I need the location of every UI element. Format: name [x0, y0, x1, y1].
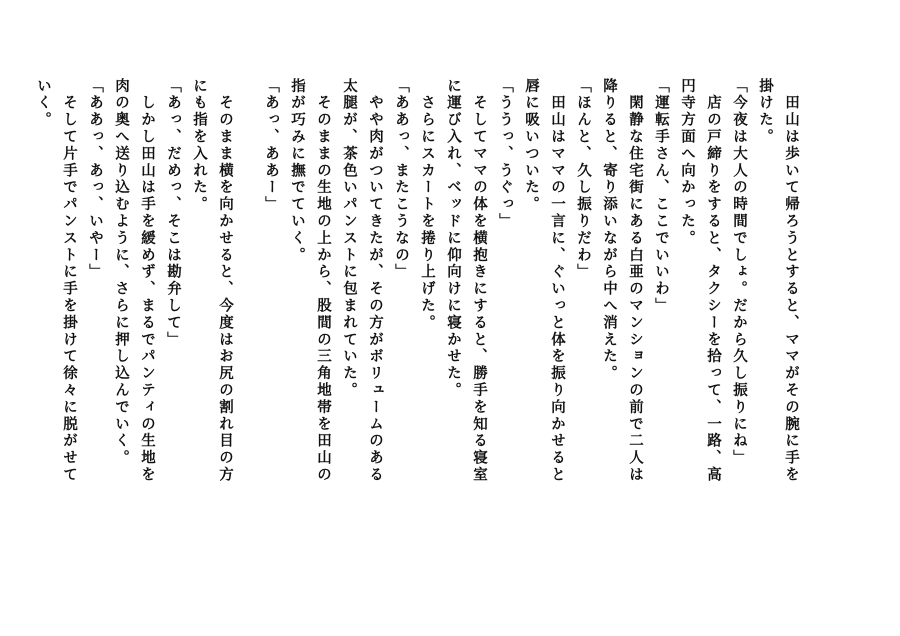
text-line: そしてママの体を横抱きにすると、勝手を知る寝室 [471, 78, 487, 484]
text-line: にも指を入れた。 [191, 78, 207, 214]
text-line: 「あっ、だめっ、そこは勘弁して」 [165, 78, 181, 349]
section-break [238, 78, 258, 568]
text-line: に運び入れ、ベッドに仰向けに寝かせた。 [445, 78, 461, 400]
text-line: 指が巧みに撫でていく。 [289, 78, 305, 264]
text-line: 円寺方面へ向かった。 [679, 78, 695, 247]
text-line: 「ううっ、うぐっ」 [497, 78, 513, 231]
text-line: 肉の奥へ送り込むように、さらに押し込んでいく。 [113, 78, 129, 467]
text-line: そして片手でパンストに手を掛けて徐々に脱がせて [61, 78, 77, 484]
text-line: 降りると、寄り添いながら中へ消えた。 [601, 78, 617, 383]
text-line: そのまま横を向かせると、今度はお尻の割れ目の方 [217, 78, 233, 484]
text-line: いく。 [35, 78, 51, 129]
text-line: 田山はママの一言に、ぐいっと体を振り向かせると [549, 78, 565, 484]
text-line: 「今夜は大人の時間でしょ。だから久し振りにね」 [731, 78, 747, 467]
text-line: 掛けた。 [757, 78, 773, 146]
text-line: 「ああっ、またこうなの」 [393, 78, 409, 281]
text-line: やや肉がついてきたが、その方がボリュームのある [367, 78, 383, 484]
text-line: 閑静な住宅街にある白亜のマンションの前で二人は [627, 78, 643, 484]
text-line: そのままの生地の上から、股間の三角地帯を田山の [315, 78, 331, 484]
text-line: 「運転手さん、ここでいいわ」 [653, 78, 669, 315]
vertical-text-body [30, 78, 804, 568]
text-line: 唇に吸いついた。 [523, 78, 539, 214]
text-line: 「ほんと、久し振りだわ」 [575, 78, 591, 281]
text-line: 店の戸締りをすると、タクシーを拾って、一路、高 [705, 78, 721, 484]
text-line: さらにスカートを捲り上げた。 [419, 78, 435, 332]
text-line: しかし田山は手を緩めず、まるでパンティの生地を [139, 78, 155, 484]
text-line: 田山は歩いて帰ろうとすると、ママがその腕に手を [783, 78, 799, 484]
text-line: 「ああっ、あっ、いやー」 [87, 78, 103, 281]
text-line: 太腿が、茶色いパンストに包まれていた。 [341, 78, 357, 400]
text-line: 「あっ、ああー」 [263, 78, 279, 214]
